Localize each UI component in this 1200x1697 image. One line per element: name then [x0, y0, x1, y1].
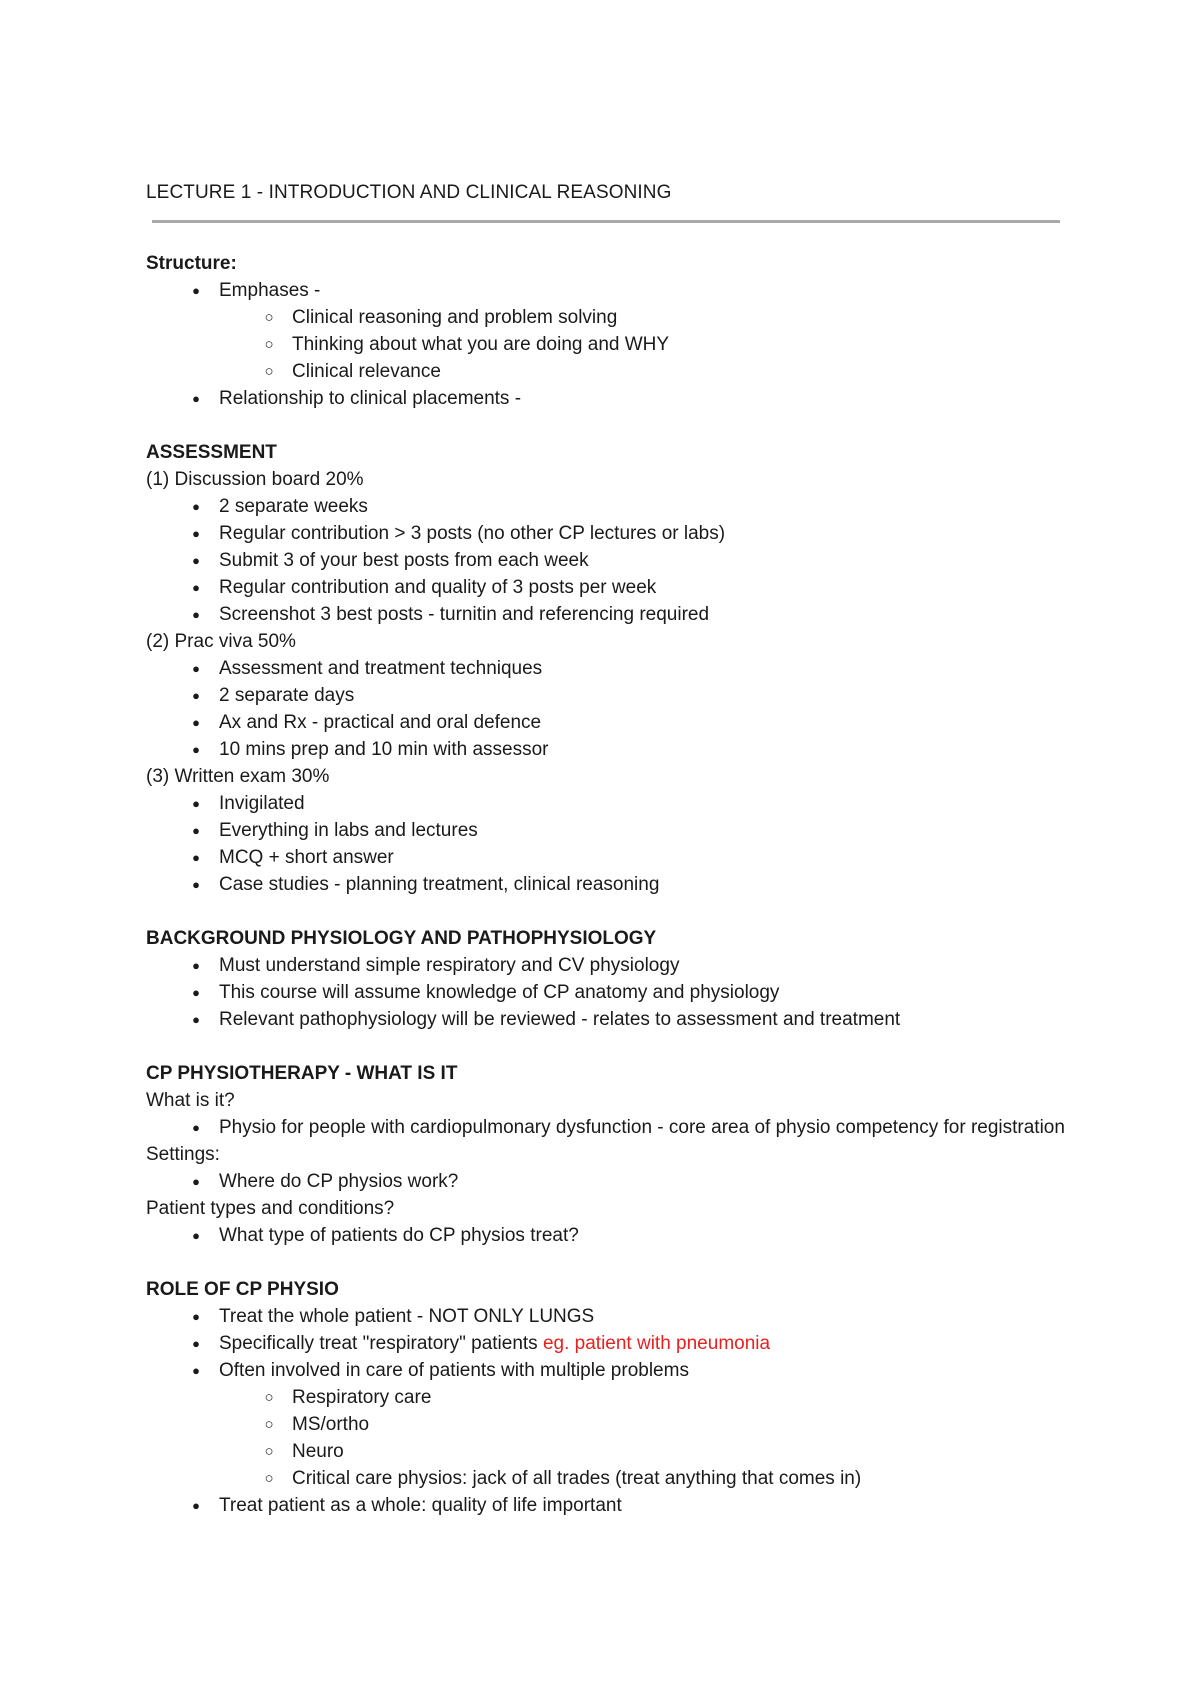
- bullet-icon: ●: [192, 1012, 200, 1027]
- list-item-text: 2 separate days: [219, 685, 355, 706]
- list-item: [146, 979, 1066, 1006]
- list-item-text: 2 separate weeks: [219, 496, 368, 517]
- list-item: [146, 952, 1066, 979]
- bullet-icon: ●: [192, 1309, 200, 1324]
- sub-list-item-text: MS/ortho: [292, 1414, 370, 1435]
- list-item-text: Relevant pathophysiology will be reviewed - relates to assessment and treatment: [219, 1009, 901, 1030]
- list-item-text: Emphases -: [219, 280, 321, 301]
- role-heading: ROLE OF CP PHYSIO: [146, 1279, 339, 1300]
- assessment-section: [146, 439, 1066, 898]
- circle-bullet-icon: ○: [264, 363, 274, 380]
- bullet-icon: ●: [192, 661, 200, 676]
- bullet-icon: ●: [192, 499, 200, 514]
- circle-bullet-icon: ○: [264, 309, 274, 326]
- list-item-text: Often involved in care of patients with multiple problems: [219, 1360, 689, 1381]
- what-is-it-list: [146, 1114, 1066, 1141]
- document-content: [146, 179, 1066, 1519]
- structure-heading: Structure:: [146, 253, 237, 274]
- list-item-text: Treat the whole patient - NOT ONLY LUNGS: [219, 1306, 595, 1327]
- bullet-icon: ●: [192, 607, 200, 622]
- bullet-icon: ●: [192, 1498, 200, 1513]
- list-item-text: Everything in labs and lectures: [219, 820, 478, 841]
- list-item-text: Must understand simple respiratory and CV physiology: [219, 955, 680, 976]
- discussion-board-label: (1) Discussion board 20%: [146, 469, 364, 490]
- circle-bullet-icon: ○: [264, 1470, 274, 1487]
- bullet-icon: ●: [192, 958, 200, 973]
- bullet-icon: ●: [192, 580, 200, 595]
- cp-physiotherapy-section: [146, 1060, 1066, 1249]
- list-item-text: Physio for people with cardiopulmonary dysfunction - core area of physio competency for registration: [219, 1117, 1065, 1138]
- bullet-icon: ●: [192, 850, 200, 865]
- list-item: [146, 1168, 1066, 1195]
- bullet-icon: ●: [192, 283, 200, 298]
- list-item: [146, 1222, 1066, 1249]
- bullet-icon: ●: [192, 1228, 200, 1243]
- list-item: [146, 709, 1066, 736]
- sub-list-item-text: Neuro: [292, 1441, 344, 1462]
- role-section: [146, 1276, 1066, 1519]
- list-item-text: Assessment and treatment techniques: [219, 658, 543, 679]
- list-item: [146, 844, 1066, 871]
- list-item: [146, 1492, 1066, 1519]
- list-item: [146, 601, 1066, 628]
- sub-list-item: [146, 1384, 1066, 1411]
- circle-bullet-icon: ○: [264, 1443, 274, 1460]
- list-item: [146, 1114, 1109, 1141]
- list-item-text: 10 mins prep and 10 min with assessor: [219, 739, 549, 760]
- patient-types-list: [146, 1222, 1066, 1249]
- list-item: [146, 574, 1066, 601]
- structure-list: [146, 277, 1066, 412]
- role-list: [146, 1303, 1066, 1519]
- document-title: LECTURE 1 - INTRODUCTION AND CLINICAL REASONING: [146, 182, 672, 203]
- multiple-problems-sublist: [146, 1384, 1066, 1492]
- list-item: [146, 790, 1066, 817]
- bullet-icon: ●: [192, 688, 200, 703]
- list-item: [146, 385, 1066, 412]
- list-item-text: Where do CP physios work?: [219, 1171, 459, 1192]
- bullet-icon: ●: [192, 796, 200, 811]
- discussion-board-list: [146, 493, 1066, 628]
- list-item-text: Regular contribution and quality of 3 posts per week: [219, 577, 657, 598]
- what-is-it-label: What is it?: [146, 1090, 235, 1111]
- list-item: [146, 871, 1066, 898]
- list-item: [146, 277, 1066, 385]
- sub-list-item: [146, 304, 1066, 331]
- background-heading: BACKGROUND PHYSIOLOGY AND PATHOPHYSIOLOGY: [146, 928, 657, 949]
- list-item-text: Submit 3 of your best posts from each week: [219, 550, 589, 571]
- list-item: [146, 1357, 1066, 1492]
- list-item-text: MCQ + short answer: [219, 847, 394, 868]
- written-exam-label: (3) Written exam 30%: [146, 766, 330, 787]
- sub-list-item-text: Critical care physios: jack of all trades (treat anything that comes in): [292, 1468, 862, 1489]
- bullet-icon: ●: [192, 877, 200, 892]
- list-item: [146, 547, 1066, 574]
- list-item: [146, 736, 1066, 763]
- list-item: [146, 1006, 1066, 1033]
- sub-list-item: [146, 331, 1066, 358]
- bullet-icon: ●: [192, 715, 200, 730]
- cp-physiotherapy-heading: CP PHYSIOTHERAPY - WHAT IS IT: [146, 1063, 458, 1084]
- list-item-text: Ax and Rx - practical and oral defence: [219, 712, 542, 733]
- sub-list-item: [146, 1438, 1066, 1465]
- sub-list-item-text: Thinking about what you are doing and WHY: [292, 334, 670, 355]
- structure-section: [146, 250, 1066, 412]
- list-item-text: What type of patients do CP physios treat?: [219, 1225, 579, 1246]
- list-item-text: This course will assume knowledge of CP anatomy and physiology: [219, 982, 780, 1003]
- list-item-text: Regular contribution > 3 posts (no other CP lectures or labs): [219, 523, 726, 544]
- prac-viva-label: (2) Prac viva 50%: [146, 631, 296, 652]
- bullet-icon: ●: [192, 985, 200, 1000]
- settings-label: Settings:: [146, 1144, 220, 1165]
- list-item: [146, 1330, 1066, 1357]
- bullet-icon: ●: [192, 553, 200, 568]
- list-item-text: Invigilated: [219, 793, 305, 814]
- sub-list-item: [146, 1411, 1066, 1438]
- circle-bullet-icon: ○: [264, 1389, 274, 1406]
- background-section: [146, 925, 1066, 1033]
- list-item: [146, 1303, 1066, 1330]
- circle-bullet-icon: ○: [264, 336, 274, 353]
- list-item: [146, 682, 1066, 709]
- settings-list: [146, 1168, 1066, 1195]
- sub-list-item-text: Clinical relevance: [292, 361, 441, 382]
- list-item-text: Relationship to clinical placements -: [219, 388, 522, 409]
- bullet-icon: ●: [192, 1363, 200, 1378]
- list-item: [146, 493, 1066, 520]
- bullet-icon: ●: [192, 391, 200, 406]
- list-item-text: Specifically treat "respiratory" patients: [219, 1333, 543, 1354]
- sub-list-item: [146, 1465, 1066, 1492]
- list-item: [146, 520, 1066, 547]
- list-item-text: Case studies - planning treatment, clinical reasoning: [219, 874, 660, 895]
- bullet-icon: ●: [192, 742, 200, 757]
- background-list: [146, 952, 1066, 1033]
- sub-list-item-text: Clinical reasoning and problem solving: [292, 307, 618, 328]
- bullet-icon: ●: [192, 823, 200, 838]
- sub-list-item: [146, 358, 1066, 385]
- highlighted-example: eg. patient with pneumonia: [542, 1333, 771, 1354]
- sub-list-item-text: Respiratory care: [292, 1387, 432, 1408]
- written-exam-list: [146, 790, 1066, 898]
- emphases-sublist: [146, 304, 1066, 385]
- circle-bullet-icon: ○: [264, 1416, 274, 1433]
- list-item-text: Treat patient as a whole: quality of life important: [219, 1495, 622, 1516]
- list-item: [146, 655, 1066, 682]
- bullet-icon: ●: [192, 1336, 200, 1351]
- prac-viva-list: [146, 655, 1066, 763]
- bullet-icon: ●: [192, 1174, 200, 1189]
- bullet-icon: ●: [192, 1120, 200, 1135]
- list-item-text: Screenshot 3 best posts - turnitin and referencing required: [219, 604, 710, 625]
- list-item: [146, 817, 1066, 844]
- patient-types-label: Patient types and conditions?: [146, 1198, 395, 1219]
- assessment-heading: ASSESSMENT: [146, 442, 277, 463]
- bullet-icon: ●: [192, 526, 200, 541]
